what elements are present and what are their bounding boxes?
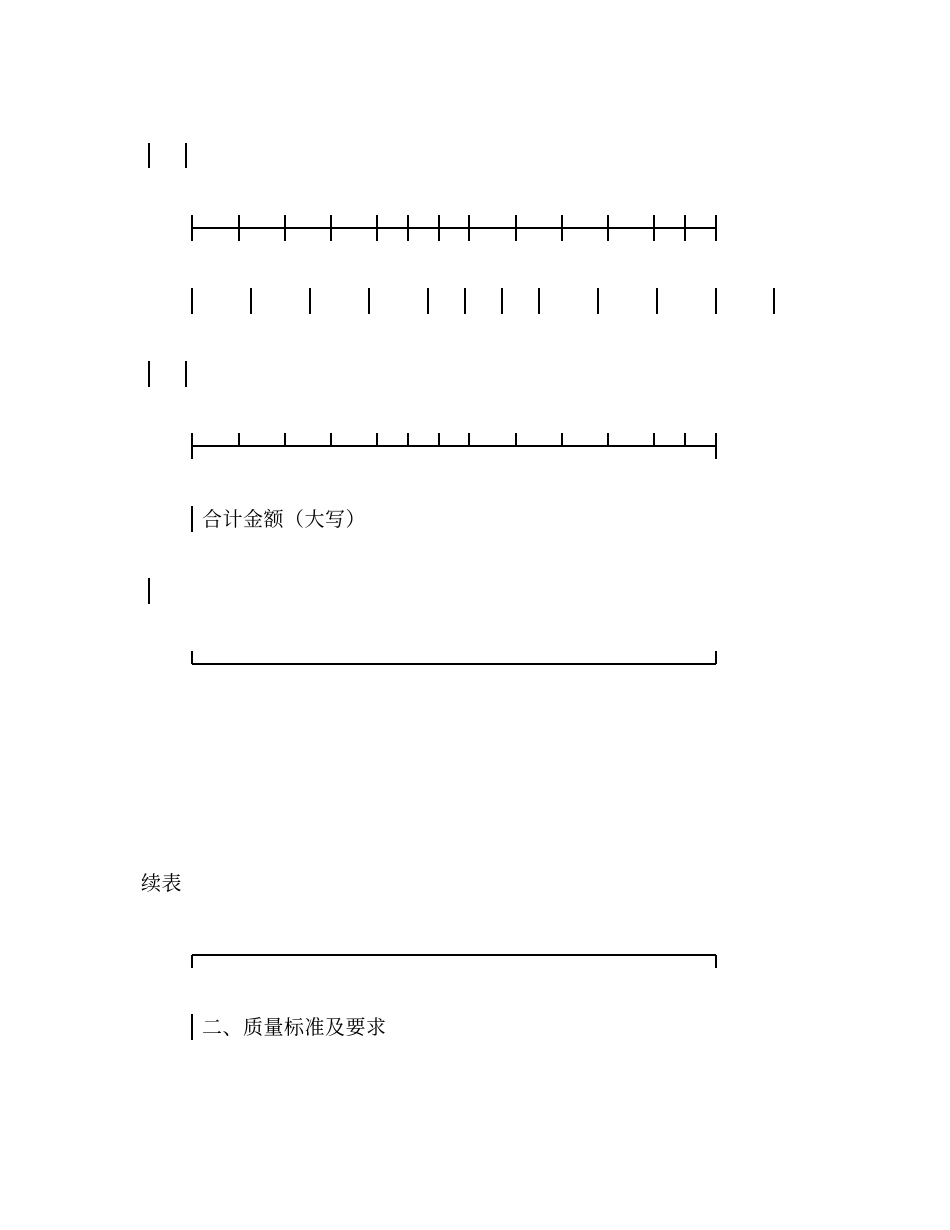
row-5-tick-rule: [192, 433, 716, 459]
table-bottom-border: [192, 651, 716, 664]
total-amount-label: 合计金额（大写）: [202, 507, 366, 531]
row-2-tick-rule: [192, 215, 716, 241]
continued-table-label: 续表: [141, 871, 182, 895]
row-3-column-dividers: [192, 288, 774, 314]
row-1-cell-borders: [149, 143, 186, 168]
row-4-cell-borders: [149, 361, 186, 387]
section-two-heading: 二、质量标准及要求: [202, 1015, 387, 1039]
continued-table-top-border: [192, 955, 716, 968]
